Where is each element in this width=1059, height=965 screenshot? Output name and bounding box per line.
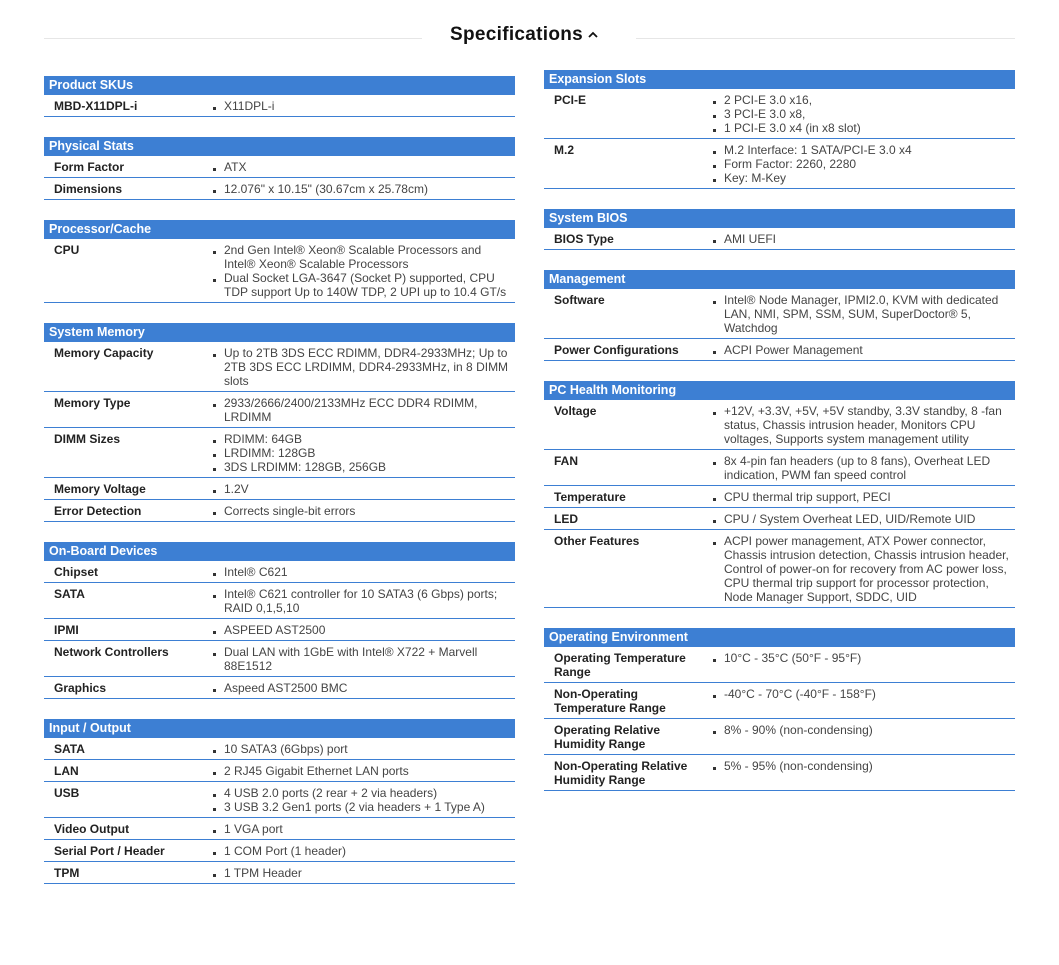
spec-row bbox=[44, 583, 515, 619]
spec-values bbox=[202, 432, 515, 474]
spec-value: 2nd Gen Intel® Xeon® Scalable Processors and Intel® Xeon® Scalable Processors bbox=[224, 243, 509, 271]
spec-label: Non-Operating Relative Humidity Range bbox=[554, 759, 688, 787]
spec-row bbox=[544, 530, 1015, 608]
spec-row bbox=[44, 677, 515, 699]
spec-values bbox=[702, 293, 1015, 335]
spec-value: 1 TPM Header bbox=[224, 866, 509, 880]
section-heading: Product SKUs bbox=[44, 76, 515, 95]
section-heading: System Memory bbox=[44, 323, 515, 342]
page-title: Specifications bbox=[450, 24, 584, 45]
section-system-memory bbox=[44, 323, 515, 522]
spec-row bbox=[44, 428, 515, 478]
spec-value: AMI UEFI bbox=[724, 232, 1009, 246]
spec-label: LAN bbox=[54, 764, 79, 778]
spec-values bbox=[702, 651, 1015, 679]
section-heading: Expansion Slots bbox=[544, 70, 1015, 89]
spec-label: Software bbox=[554, 293, 605, 307]
section-processor-cache bbox=[44, 220, 515, 303]
spec-label: Form Factor bbox=[54, 160, 125, 174]
specifications-header bbox=[44, 22, 1015, 52]
spec-value: 3 USB 3.2 Gen1 ports (2 via headers + 1 Type A) bbox=[224, 800, 509, 814]
spec-value: Dual LAN with 1GbE with Intel® X722 + Marvell 88E1512 bbox=[224, 645, 509, 673]
section-product-skus bbox=[44, 76, 515, 117]
spec-value: +12V, +3.3V, +5V, +5V standby, 3.3V standby, 8 -fan status, Chassis intrusion header, Monitors CPU voltages, Supports system management utility bbox=[724, 404, 1009, 446]
spec-row bbox=[544, 647, 1015, 683]
spec-values bbox=[202, 182, 515, 196]
spec-label: Graphics bbox=[54, 681, 107, 695]
spec-value: Dual Socket LGA-3647 (Socket P) supported, CPU TDP support Up to 140W TDP, 2 UPI up to 10.4 GT/s bbox=[224, 271, 509, 299]
section-heading: Physical Stats bbox=[44, 137, 515, 156]
spec-values bbox=[202, 160, 515, 174]
spec-value: 4 USB 2.0 ports (2 rear + 2 via headers) bbox=[224, 786, 509, 800]
spec-row bbox=[44, 760, 515, 782]
spec-values bbox=[202, 866, 515, 880]
chevron-up-icon bbox=[588, 31, 598, 38]
section-heading: Processor/Cache bbox=[44, 220, 515, 239]
spec-row bbox=[544, 508, 1015, 530]
spec-values bbox=[202, 482, 515, 496]
spec-row bbox=[544, 289, 1015, 339]
spec-value: 10°C - 35°C (50°F - 95°F) bbox=[724, 651, 1009, 665]
spec-values bbox=[702, 759, 1015, 787]
spec-label: Video Output bbox=[54, 822, 130, 836]
spec-row bbox=[44, 738, 515, 760]
spec-label: Dimensions bbox=[54, 182, 123, 196]
section-heading: PC Health Monitoring bbox=[544, 381, 1015, 400]
section-operating-environment bbox=[544, 628, 1015, 791]
spec-row bbox=[544, 228, 1015, 250]
divider-left bbox=[44, 38, 422, 39]
section-heading: Operating Environment bbox=[544, 628, 1015, 647]
spec-label: CPU bbox=[54, 243, 80, 257]
spec-value: 2 PCI-E 3.0 x16, bbox=[724, 93, 1009, 107]
spec-values bbox=[702, 723, 1015, 751]
spec-row bbox=[44, 478, 515, 500]
section-management bbox=[544, 270, 1015, 361]
spec-values bbox=[202, 504, 515, 518]
spec-row bbox=[544, 139, 1015, 189]
spec-row bbox=[44, 782, 515, 818]
spec-values bbox=[702, 343, 1015, 357]
spec-label: FAN bbox=[554, 454, 578, 468]
spec-values bbox=[702, 93, 1015, 135]
spec-value: ASPEED AST2500 bbox=[224, 623, 509, 637]
spec-row bbox=[44, 342, 515, 392]
spec-value: -40°C - 70°C (-40°F - 158°F) bbox=[724, 687, 1009, 701]
spec-values bbox=[702, 687, 1015, 715]
section-heading: Management bbox=[544, 270, 1015, 289]
spec-row bbox=[44, 500, 515, 522]
spec-label: BIOS Type bbox=[554, 232, 614, 246]
spec-column-left bbox=[44, 76, 515, 904]
spec-label: PCI-E bbox=[554, 93, 587, 107]
spec-value: 5% - 95% (non-condensing) bbox=[724, 759, 1009, 773]
specifications-toggle[interactable] bbox=[450, 24, 598, 46]
section-physical-stats bbox=[44, 137, 515, 200]
spec-value: LRDIMM: 128GB bbox=[224, 446, 509, 460]
spec-value: 1 VGA port bbox=[224, 822, 509, 836]
spec-values bbox=[202, 764, 515, 778]
spec-row bbox=[44, 561, 515, 583]
spec-values bbox=[202, 844, 515, 858]
spec-label: Network Controllers bbox=[54, 645, 169, 659]
spec-label: Memory Voltage bbox=[54, 482, 146, 496]
spec-values bbox=[202, 623, 515, 637]
spec-value: Key: M-Key bbox=[724, 171, 1009, 185]
spec-label: M.2 bbox=[554, 143, 575, 157]
spec-value: ATX bbox=[224, 160, 509, 174]
spec-label: MBD-X11DPL-i bbox=[54, 99, 138, 113]
spec-values bbox=[202, 587, 515, 615]
spec-value: 3DS LRDIMM: 128GB, 256GB bbox=[224, 460, 509, 474]
spec-row bbox=[44, 862, 515, 884]
spec-row bbox=[44, 178, 515, 200]
spec-label: IPMI bbox=[54, 623, 79, 637]
spec-values bbox=[202, 565, 515, 579]
spec-values bbox=[702, 454, 1015, 482]
spec-value: Form Factor: 2260, 2280 bbox=[724, 157, 1009, 171]
spec-row bbox=[544, 486, 1015, 508]
spec-row bbox=[544, 89, 1015, 139]
spec-label: DIMM Sizes bbox=[54, 432, 121, 446]
spec-values bbox=[202, 786, 515, 814]
divider-right bbox=[636, 38, 1015, 39]
spec-value: 8% - 90% (non-condensing) bbox=[724, 723, 1009, 737]
section-heading: Input / Output bbox=[44, 719, 515, 738]
spec-value: 1 PCI-E 3.0 x4 (in x8 slot) bbox=[724, 121, 1009, 135]
spec-value: Intel® C621 bbox=[224, 565, 509, 579]
spec-values bbox=[202, 645, 515, 673]
spec-value: 2933/2666/2400/2133MHz ECC DDR4 RDIMM, LRDIMM bbox=[224, 396, 509, 424]
spec-value: ACPI power management, ATX Power connector, Chassis intrusion detection, Chassis intrusion header, Control of power-on for recovery from AC power loss, CPU thermal trip support for processor protection, Node Manager Support, SDDC, UID bbox=[724, 534, 1009, 604]
spec-label: LED bbox=[554, 512, 578, 526]
spec-row bbox=[544, 400, 1015, 450]
spec-value: M.2 Interface: 1 SATA/PCI-E 3.0 x4 bbox=[724, 143, 1009, 157]
spec-label: USB bbox=[54, 786, 80, 800]
spec-label: Non-Operating Temperature Range bbox=[554, 687, 666, 715]
spec-row bbox=[44, 95, 515, 117]
spec-value: Intel® Node Manager, IPMI2.0, KVM with dedicated LAN, NMI, SPM, SSM, SUM, SuperDoctor® 5, Watchdog bbox=[724, 293, 1009, 335]
spec-value: 12.076" x 10.15" (30.67cm x 25.78cm) bbox=[224, 182, 509, 196]
spec-label: SATA bbox=[54, 587, 85, 601]
spec-label: Memory Capacity bbox=[54, 346, 154, 360]
spec-row bbox=[44, 392, 515, 428]
spec-label: Memory Type bbox=[54, 396, 131, 410]
spec-label: TPM bbox=[54, 866, 80, 880]
spec-value: Up to 2TB 3DS ECC RDIMM, DDR4-2933MHz; Up to 2TB 3DS ECC LRDIMM, DDR4-2933MHz, in 8 DIMM slots bbox=[224, 346, 509, 388]
spec-values bbox=[702, 512, 1015, 526]
spec-row bbox=[544, 450, 1015, 486]
spec-values bbox=[202, 99, 515, 113]
spec-label: Other Features bbox=[554, 534, 640, 548]
spec-label: Serial Port / Header bbox=[54, 844, 165, 858]
spec-label: Error Detection bbox=[54, 504, 142, 518]
spec-value: Corrects single-bit errors bbox=[224, 504, 509, 518]
spec-values bbox=[702, 404, 1015, 446]
spec-value: Intel® C621 controller for 10 SATA3 (6 Gbps) ports; RAID 0,1,5,10 bbox=[224, 587, 509, 615]
section-heading: On-Board Devices bbox=[44, 542, 515, 561]
spec-value: 10 SATA3 (6Gbps) port bbox=[224, 742, 509, 756]
spec-row bbox=[44, 818, 515, 840]
spec-label: Temperature bbox=[554, 490, 626, 504]
spec-row bbox=[44, 239, 515, 303]
spec-values bbox=[202, 346, 515, 388]
spec-label: Operating Relative Humidity Range bbox=[554, 723, 661, 751]
section-expansion-slots bbox=[544, 70, 1015, 189]
spec-value: X11DPL-i bbox=[224, 99, 509, 113]
spec-value: 1 COM Port (1 header) bbox=[224, 844, 509, 858]
spec-value: 3 PCI-E 3.0 x8, bbox=[724, 107, 1009, 121]
spec-value: 8x 4-pin fan headers (up to 8 fans), Overheat LED indication, PWM fan speed control bbox=[724, 454, 1009, 482]
section-on-board-devices bbox=[44, 542, 515, 699]
spec-row bbox=[44, 840, 515, 862]
spec-label: Operating Temperature Range bbox=[554, 651, 686, 679]
spec-label: Voltage bbox=[554, 404, 597, 418]
spec-values bbox=[702, 490, 1015, 504]
spec-label: Chipset bbox=[54, 565, 99, 579]
spec-values bbox=[202, 822, 515, 836]
spec-values bbox=[702, 232, 1015, 246]
spec-values bbox=[202, 681, 515, 695]
spec-column-right bbox=[544, 70, 1015, 811]
spec-values bbox=[202, 243, 515, 299]
spec-label: Power Configurations bbox=[554, 343, 679, 357]
spec-value: CPU / System Overheat LED, UID/Remote UID bbox=[724, 512, 1009, 526]
spec-value: ACPI Power Management bbox=[724, 343, 1009, 357]
spec-values bbox=[702, 143, 1015, 185]
spec-values bbox=[702, 534, 1015, 604]
spec-row bbox=[44, 156, 515, 178]
spec-row bbox=[544, 683, 1015, 719]
spec-row bbox=[44, 641, 515, 677]
spec-value: RDIMM: 64GB bbox=[224, 432, 509, 446]
section-system-bios bbox=[544, 209, 1015, 250]
spec-row bbox=[544, 719, 1015, 755]
spec-row bbox=[544, 339, 1015, 361]
spec-row bbox=[44, 619, 515, 641]
section-pc-health-monitoring bbox=[544, 381, 1015, 608]
spec-value: 1.2V bbox=[224, 482, 509, 496]
spec-value: 2 RJ45 Gigabit Ethernet LAN ports bbox=[224, 764, 509, 778]
spec-value: Aspeed AST2500 BMC bbox=[224, 681, 509, 695]
section-heading: System BIOS bbox=[544, 209, 1015, 228]
spec-value: CPU thermal trip support, PECI bbox=[724, 490, 1009, 504]
spec-values bbox=[202, 742, 515, 756]
spec-label: SATA bbox=[54, 742, 85, 756]
section-input-output bbox=[44, 719, 515, 884]
spec-row bbox=[544, 755, 1015, 791]
spec-values bbox=[202, 396, 515, 424]
